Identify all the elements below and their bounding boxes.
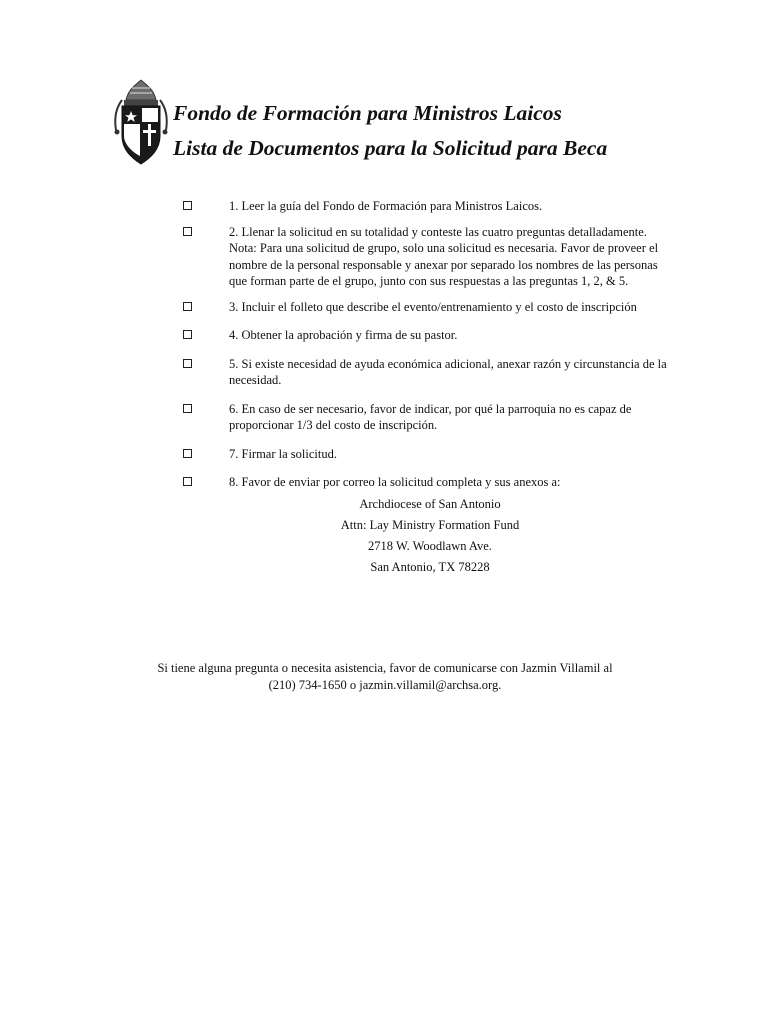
checklist-item-text: 8. Favor de enviar por correo la solicitud completa y sus anexos a: bbox=[229, 475, 561, 489]
checklist-item-text: 2. Llenar la solicitud en su totalidad y conteste las cuatro preguntas detalladamente. Nota: Para una solicitud de grupo, solo una solicitud es necesaria. Favor de proveer el nombre de la personal responsable y anexar por separado los nombres de las personas que forman parte de el grupo, junto con sus respuestas a las preguntas 1, 2, & 5. bbox=[229, 224, 659, 288]
checklist-item-4 bbox=[183, 327, 683, 344]
checklist-item-1 bbox=[183, 198, 683, 215]
checkbox-icon[interactable] bbox=[183, 302, 192, 311]
checklist-item-text: 6. En caso de ser necesario, favor de indicar, por qué la parroquia no es capaz de proporcionar 1/3 del costo de inscripción. bbox=[229, 401, 632, 432]
address-line-3: 2718 W. Woodlawn Ave. bbox=[368, 538, 492, 553]
footer-line-1: Si tiene alguna pregunta o necesita asistencia, favor de comunicarse con Jazmin Villamil al bbox=[157, 661, 613, 675]
checklist-item-text: 7. Firmar la solicitud. bbox=[229, 446, 337, 461]
checkbox-icon[interactable] bbox=[183, 201, 192, 210]
address-line-2: Attn: Lay Ministry Formation Fund bbox=[340, 517, 520, 532]
title-block bbox=[173, 96, 607, 166]
checkbox-icon[interactable] bbox=[183, 404, 192, 413]
checkbox-icon[interactable] bbox=[183, 477, 192, 486]
checklist-item-8 bbox=[183, 474, 683, 491]
checklist-item-text: 1. Leer la guía del Fondo de Formación para Ministros Laicos. bbox=[229, 199, 543, 213]
title-line-2: Lista de Documentos para la Solicitud para Beca bbox=[173, 136, 608, 160]
address-line-4: San Antonio, TX 78228 bbox=[370, 559, 490, 574]
footer-line-2: (210) 734-1650 o jazmin.villamil@archsa.org. bbox=[268, 677, 502, 692]
archdiocese-crest-icon bbox=[112, 78, 170, 166]
checkbox-icon[interactable] bbox=[183, 449, 192, 458]
checklist bbox=[183, 198, 683, 578]
checklist-item-text: 3. Incluir el folleto que describe el evento/entrenamiento y el costo de inscripción bbox=[229, 299, 637, 314]
address-line-1: Archdiocese of San Antonio bbox=[359, 496, 501, 511]
checkbox-icon[interactable] bbox=[183, 359, 192, 368]
checklist-item-2 bbox=[183, 224, 683, 290]
checklist-item-6 bbox=[183, 401, 683, 434]
checkbox-icon[interactable] bbox=[183, 330, 192, 339]
title-line-1: Fondo de Formación para Ministros Laicos bbox=[173, 101, 562, 125]
header bbox=[112, 78, 732, 170]
checklist-item-7 bbox=[183, 446, 683, 463]
checkbox-icon[interactable] bbox=[183, 227, 192, 236]
checklist-item-text: 4. Obtener la aprobación y firma de su pastor. bbox=[229, 328, 458, 342]
checklist-item-text: 5. Si existe necesidad de ayuda económica adicional, anexar razón y circunstancia de la necesidad. bbox=[229, 356, 667, 387]
contact-footer bbox=[110, 660, 660, 693]
checklist-item-3 bbox=[183, 299, 683, 316]
mailing-address bbox=[183, 494, 630, 578]
checklist-item-5 bbox=[183, 356, 683, 389]
